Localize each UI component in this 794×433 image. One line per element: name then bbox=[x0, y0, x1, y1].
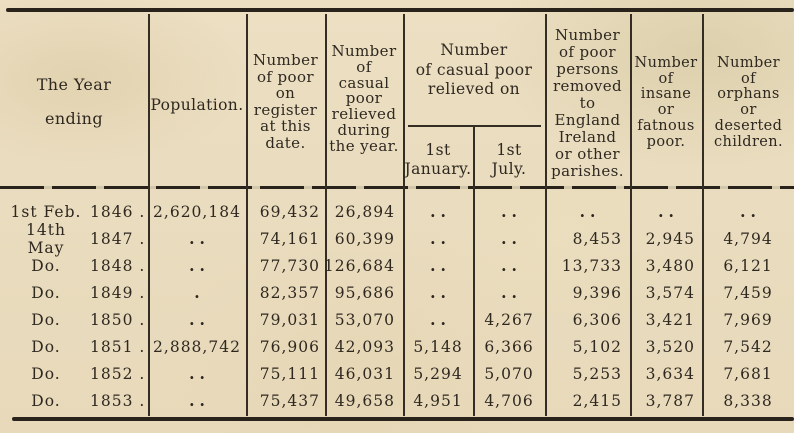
cell-january bbox=[403, 225, 473, 252]
cell-register bbox=[246, 252, 325, 279]
cell-population bbox=[148, 306, 246, 333]
header-line: casual bbox=[338, 73, 390, 92]
cell-casual-year bbox=[325, 279, 403, 306]
value: 13,733 bbox=[561, 256, 622, 275]
value: .. bbox=[658, 202, 679, 221]
header-poor-on-register bbox=[247, 52, 324, 152]
cell-register bbox=[246, 198, 325, 225]
value: 4,267 bbox=[484, 310, 534, 329]
value: 2,415 bbox=[572, 391, 622, 410]
value: .. bbox=[189, 391, 210, 410]
cell-orphans bbox=[702, 225, 794, 252]
table-body bbox=[0, 198, 794, 414]
header-line: or bbox=[740, 102, 757, 119]
cell-register bbox=[246, 225, 325, 252]
value: .. bbox=[430, 202, 451, 221]
header-line: date. bbox=[265, 133, 306, 152]
value: 9,396 bbox=[572, 283, 622, 302]
header-line: during bbox=[337, 120, 391, 139]
year-value: 1850 . bbox=[90, 310, 146, 329]
year-value: 1849 . bbox=[90, 283, 146, 302]
cell-register bbox=[246, 306, 325, 333]
cell-july bbox=[473, 360, 545, 387]
cell-removed bbox=[545, 333, 630, 360]
year-prefix: Do. bbox=[31, 364, 61, 383]
header-1st-january bbox=[404, 141, 472, 179]
cell-insane bbox=[630, 333, 702, 360]
cell-population bbox=[148, 333, 246, 360]
header-line: on bbox=[275, 84, 296, 103]
value: 7,459 bbox=[723, 283, 773, 302]
cell-orphans bbox=[702, 387, 794, 414]
header-line: Ireland bbox=[558, 128, 617, 146]
cell-insane bbox=[630, 252, 702, 279]
header-1st-july bbox=[474, 141, 544, 179]
value: 74,161 bbox=[259, 229, 320, 248]
value: 2,620,184 bbox=[153, 202, 241, 221]
cell-removed bbox=[545, 360, 630, 387]
value: 6,306 bbox=[572, 310, 622, 329]
cell-july bbox=[473, 225, 545, 252]
value: .. bbox=[189, 229, 210, 248]
value: .. bbox=[501, 202, 522, 221]
cell-register bbox=[246, 387, 325, 414]
cell-july bbox=[473, 252, 545, 279]
cell-year bbox=[0, 360, 148, 387]
value: .. bbox=[501, 256, 522, 275]
value: 3,480 bbox=[645, 256, 695, 275]
value: 79,031 bbox=[259, 310, 320, 329]
value: 7,969 bbox=[723, 310, 773, 329]
header-line: children. bbox=[713, 133, 784, 150]
header-year-ending bbox=[0, 68, 148, 136]
cell-orphans bbox=[702, 252, 794, 279]
cell-year bbox=[0, 220, 148, 257]
header-line: register bbox=[253, 100, 318, 119]
cell-register bbox=[246, 333, 325, 360]
cell-insane bbox=[630, 198, 702, 225]
header-poor-removed bbox=[546, 27, 629, 180]
header-line: the year. bbox=[329, 136, 399, 155]
header-orphans bbox=[703, 56, 794, 150]
cell-register bbox=[246, 279, 325, 306]
cell-year bbox=[0, 306, 148, 333]
header-line: insane bbox=[640, 86, 692, 103]
value: 3,634 bbox=[645, 364, 695, 383]
year-prefix: Do. bbox=[31, 391, 61, 410]
value: 75,437 bbox=[259, 391, 320, 410]
year-prefix: 14th May bbox=[26, 220, 66, 257]
cell-removed bbox=[545, 225, 630, 252]
cell-orphans bbox=[702, 198, 794, 225]
cell-removed bbox=[545, 279, 630, 306]
header-line: of casual poor bbox=[415, 60, 533, 79]
header-insane-poor bbox=[631, 56, 701, 150]
value: .. bbox=[501, 283, 522, 302]
cell-insane bbox=[630, 225, 702, 252]
value: 6,121 bbox=[723, 256, 773, 275]
header-line: Number bbox=[554, 26, 621, 44]
cell-casual-year bbox=[325, 333, 403, 360]
cell-january bbox=[403, 333, 473, 360]
value: 8,338 bbox=[723, 391, 773, 410]
header-line: ending bbox=[44, 109, 104, 128]
cell-year bbox=[0, 387, 148, 414]
cell-orphans bbox=[702, 360, 794, 387]
value: 69,432 bbox=[259, 202, 320, 221]
header-line: Number bbox=[440, 41, 508, 59]
header-line: fatnous bbox=[637, 117, 695, 134]
cell-insane bbox=[630, 279, 702, 306]
cell-july bbox=[473, 333, 545, 360]
header-line: England bbox=[554, 111, 621, 129]
header-line: of bbox=[356, 57, 372, 76]
cell-insane bbox=[630, 306, 702, 333]
year-value: 1851 . bbox=[90, 337, 146, 356]
value: 4,706 bbox=[484, 391, 534, 410]
header-line: parishes. bbox=[551, 162, 624, 180]
year-value: 1848 . bbox=[90, 256, 146, 275]
cell-july bbox=[473, 387, 545, 414]
cell-removed bbox=[545, 387, 630, 414]
header-line: at this bbox=[260, 117, 311, 136]
cell-population bbox=[148, 360, 246, 387]
year-prefix: Do. bbox=[31, 283, 61, 302]
header-line: of bbox=[658, 70, 674, 87]
group-header-underline bbox=[408, 125, 541, 127]
header-line: July. bbox=[491, 160, 527, 178]
cell-july bbox=[473, 306, 545, 333]
value: 42,093 bbox=[334, 337, 395, 356]
year-value: 1853 . bbox=[90, 391, 146, 410]
value: 53,070 bbox=[334, 310, 395, 329]
value: 5,253 bbox=[572, 364, 622, 383]
value: 8,453 bbox=[572, 229, 622, 248]
value: 3,520 bbox=[645, 337, 695, 356]
header-casual-poor-year bbox=[326, 44, 402, 155]
header-line: 1st bbox=[425, 141, 451, 159]
header-line: Number bbox=[634, 55, 698, 71]
cell-removed bbox=[545, 252, 630, 279]
value: .. bbox=[579, 202, 601, 221]
cell-population bbox=[148, 279, 246, 306]
value: 6,366 bbox=[484, 337, 534, 356]
cell-january bbox=[403, 198, 473, 225]
value: 2,945 bbox=[645, 229, 695, 248]
value: .. bbox=[189, 364, 210, 383]
cell-january bbox=[403, 279, 473, 306]
value: .. bbox=[430, 229, 451, 248]
header-line: orphans bbox=[717, 86, 780, 103]
header-line: persons bbox=[556, 60, 619, 78]
value: .. bbox=[189, 256, 210, 275]
cell-july bbox=[473, 198, 545, 225]
header-line: of poor bbox=[257, 67, 314, 86]
header-line: Number bbox=[717, 55, 780, 71]
value: 95,686 bbox=[334, 283, 395, 302]
value: .. bbox=[430, 256, 451, 275]
header-line: or other bbox=[555, 145, 620, 163]
cell-january bbox=[403, 360, 473, 387]
value: 126,684 bbox=[323, 256, 395, 275]
cell-year bbox=[0, 279, 148, 306]
cell-removed bbox=[545, 306, 630, 333]
header-line: Number bbox=[331, 42, 397, 60]
year-value: 1852 . bbox=[90, 364, 146, 383]
value: 3,787 bbox=[645, 391, 695, 410]
value: 5,294 bbox=[413, 364, 463, 383]
value: . bbox=[194, 283, 205, 302]
cell-casual-year bbox=[325, 306, 403, 333]
header-line: of poor bbox=[559, 43, 616, 61]
bottom-rule bbox=[12, 417, 794, 421]
header-line: Number bbox=[252, 51, 319, 69]
cell-july bbox=[473, 279, 545, 306]
cell-population bbox=[148, 198, 246, 225]
value: .. bbox=[430, 283, 451, 302]
year-value: 1847 . bbox=[90, 229, 146, 248]
header-line: removed bbox=[552, 77, 623, 95]
value: 4,951 bbox=[413, 391, 463, 410]
year-value: 1846 . bbox=[90, 202, 146, 221]
cell-year bbox=[0, 333, 148, 360]
header-casual-poor-relieved-on bbox=[404, 41, 544, 100]
header-line: deserted bbox=[714, 117, 783, 134]
year-prefix: Do. bbox=[31, 337, 61, 356]
header-line: Population. bbox=[150, 96, 244, 114]
cell-january bbox=[403, 387, 473, 414]
value: 3,421 bbox=[645, 310, 695, 329]
cell-january bbox=[403, 252, 473, 279]
cell-insane bbox=[630, 360, 702, 387]
cell-casual-year bbox=[325, 198, 403, 225]
header-line: The Year bbox=[36, 75, 112, 94]
value: 60,399 bbox=[334, 229, 395, 248]
cell-orphans bbox=[702, 279, 794, 306]
header-population bbox=[149, 96, 245, 114]
value: 82,357 bbox=[259, 283, 320, 302]
cell-casual-year bbox=[325, 387, 403, 414]
cell-orphans bbox=[702, 306, 794, 333]
value: 75,111 bbox=[259, 364, 320, 383]
value: 7,681 bbox=[723, 364, 773, 383]
value: 49,658 bbox=[334, 391, 395, 410]
value: 7,542 bbox=[723, 337, 773, 356]
value: .. bbox=[189, 310, 210, 329]
value: .. bbox=[501, 229, 522, 248]
cell-population bbox=[148, 225, 246, 252]
year-prefix: Do. bbox=[31, 256, 61, 275]
value: .. bbox=[430, 310, 451, 329]
value: 76,906 bbox=[259, 337, 320, 356]
value: 5,070 bbox=[484, 364, 534, 383]
header-line: 1st bbox=[496, 141, 522, 159]
value: 2,888,742 bbox=[153, 337, 241, 356]
cell-orphans bbox=[702, 333, 794, 360]
header-line: to bbox=[579, 94, 596, 112]
header-line: relieved bbox=[331, 105, 397, 124]
cell-removed bbox=[545, 198, 630, 225]
value: 5,102 bbox=[572, 337, 622, 356]
value: 46,031 bbox=[334, 364, 395, 383]
value: 26,894 bbox=[334, 202, 395, 221]
cell-january bbox=[403, 306, 473, 333]
header-line: or bbox=[657, 102, 675, 119]
cell-casual-year bbox=[325, 225, 403, 252]
cell-casual-year bbox=[325, 360, 403, 387]
cell-population bbox=[148, 387, 246, 414]
cell-casual-year bbox=[325, 252, 403, 279]
top-rule bbox=[6, 8, 794, 12]
header-line: January. bbox=[404, 160, 472, 178]
cell-register bbox=[246, 360, 325, 387]
cell-insane bbox=[630, 387, 702, 414]
header-line: relieved on bbox=[427, 80, 521, 98]
value: 5,148 bbox=[413, 337, 463, 356]
value: 4,794 bbox=[723, 229, 773, 248]
value: 3,574 bbox=[645, 283, 695, 302]
header-line: of bbox=[741, 70, 756, 87]
year-prefix: Do. bbox=[31, 310, 61, 329]
header-line: poor. bbox=[646, 133, 686, 150]
header-line: poor bbox=[345, 89, 383, 108]
cell-population bbox=[148, 252, 246, 279]
value: 77,730 bbox=[259, 256, 320, 275]
year-prefix: 1st Feb. bbox=[10, 202, 82, 221]
value: .. bbox=[740, 202, 761, 221]
header-separator-rule bbox=[0, 186, 794, 189]
cell-year bbox=[0, 252, 148, 279]
